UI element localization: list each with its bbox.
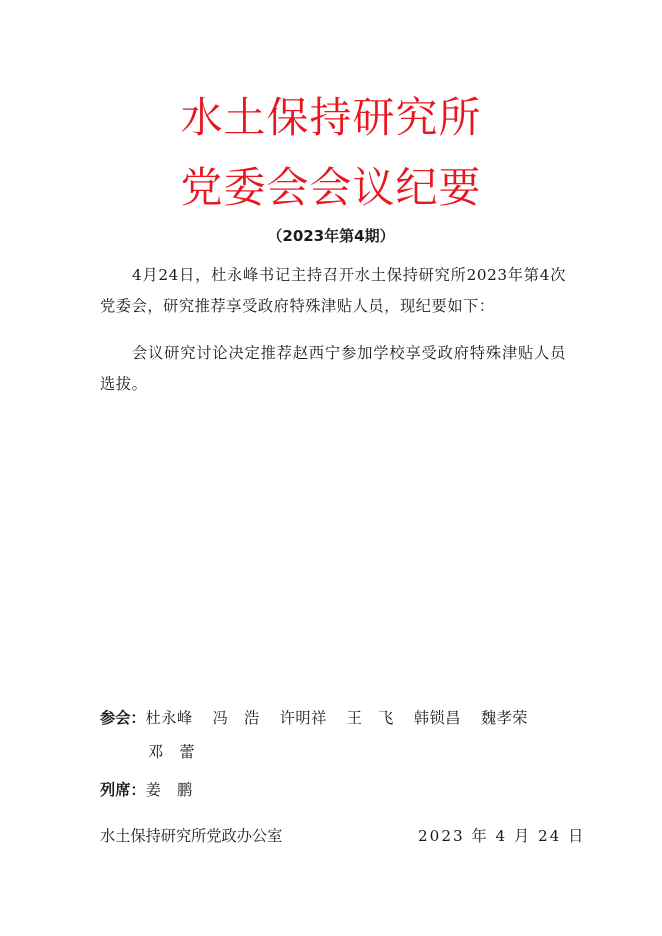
attendee-name: 许明祥 bbox=[279, 709, 327, 727]
nonvoting-name: 姜 鹏 bbox=[145, 781, 193, 799]
attendees-label: 参会： bbox=[100, 709, 146, 727]
attendee-name: 邓 蕾 bbox=[148, 743, 196, 761]
issue-date: 2023 年 4 月 24 日 bbox=[418, 827, 586, 845]
body-paragraph-2: 会议研究讨论决定推荐赵西宁参加学校享受政府特殊津贴人员选拔。 bbox=[100, 344, 566, 393]
issuer-office: 水土保持研究所党政办公室 bbox=[100, 827, 283, 845]
body-paragraph-1: 4月24日，杜永峰书记主持召开水土保持研究所2023年第4次党委会，研究推荐享受政府特殊津贴人员，现纪要如下： bbox=[100, 266, 566, 315]
document-title-line-2: 党委会会议纪要 bbox=[180, 163, 482, 212]
attendees-line-2 bbox=[148, 742, 195, 762]
attendee-name: 韩锁昌 bbox=[413, 709, 461, 727]
attendee-name: 杜永峰 bbox=[145, 709, 193, 727]
attendees-line-1 bbox=[100, 708, 528, 728]
issue-number: （2023年第4期） bbox=[267, 227, 395, 245]
attendee-name: 魏孝荣 bbox=[480, 709, 528, 727]
document-title-line-1: 水土保持研究所 bbox=[180, 93, 482, 142]
nonvoting-attendees-line bbox=[100, 780, 193, 800]
attendee-name: 冯 浩 bbox=[212, 709, 260, 727]
attendee-name: 王 飞 bbox=[346, 709, 394, 727]
nonvoting-label: 列席： bbox=[100, 781, 146, 799]
